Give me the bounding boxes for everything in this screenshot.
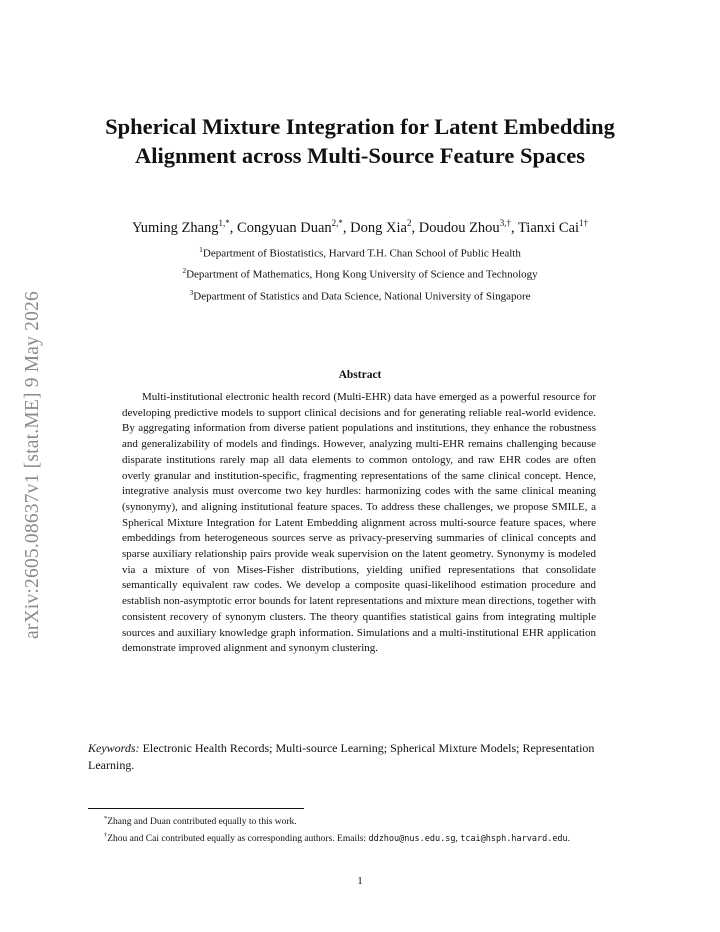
affiliation-text: Department of Biostatistics, Harvard T.H. Chan School of Public Health: [202, 247, 521, 260]
author-mark: 3,†: [499, 218, 511, 228]
abstract-heading: Abstract: [338, 369, 382, 381]
paper-title: Spherical Mixture Integration for Latent Embedding Alignment across Multi-Source Feature Spaces: [105, 114, 615, 168]
author-name: Yuming Zhang: [131, 219, 219, 236]
affiliation: [60, 266, 660, 281]
arxiv-identifier-stamp: arXiv:2605.08637v1 [stat.ME] 9 May 2026: [22, 291, 43, 639]
affiliation-text: Department of Statistics and Data Science, National University of Singapore: [193, 290, 531, 303]
affiliation-number: 3: [189, 288, 194, 297]
email-link[interactable]: tcai@hsph.harvard.edu: [460, 834, 568, 845]
footnote-end: .: [567, 834, 571, 845]
author-mark: 2,*: [331, 218, 343, 228]
email-link[interactable]: ddzhou@nus.edu.sg: [368, 834, 456, 845]
author-separator: ,: [411, 219, 419, 236]
author-mark: 2: [406, 218, 412, 228]
abstract-body: Multi-institutional electronic health record (Multi-EHR) data have emerged as a powerful resource for developing predictive models to support clinical decisions and for generating reliable real-world evidence. By aggregating information from diverse patient populations and institutions, they enhance the robustness and generalizability of models and findings. However, analyzing multi-EHR remains challenging because disparate institutions rarely map all data elements to common ontology, and raw EHR codes are often overly granular and institution-specific, fragmenting representations of the same clinical concept. Hence, integrative analysis must overcome two key hurdles: harmonizing codes with the same clinical meaning (synonymy), and aligning institutional feature spaces. To address these challenges, we propose SMILE, a Spherical Mixture Integration for Latent Embedding alignment across multi-source feature spaces, where embeddings from heterogeneous sources serve as privacy-preserving summaries of clinical concepts and sparse auxiliary relationship pairs provide weak supervision on the latent geometry. Synonymy is modeled via a mixture of von Mises-Fisher distributions, yielding unified representations that consolidate semantically equivalent raw codes. We develop a composite quasi-likelihood estimation procedure and establish non-asymptotic error bounds for latent representations and mixture mean directions, together with consistent recovery of synonym clusters. The theory quantifies statistical gains from integrating multiple sources and auxiliary knowledge graph information. Simulations and a multi-institutional EHR application demonstrate improved alignment and synonym clustering.: [122, 391, 596, 655]
page-number: 1: [357, 875, 363, 887]
email-separator: ,: [455, 834, 458, 845]
author-separator: ,: [342, 219, 351, 236]
author-separator: ,: [510, 219, 518, 236]
affiliation-text: Department of Mathematics, Hong Kong University of Science and Technology: [186, 268, 538, 281]
affiliation: [60, 288, 660, 303]
keywords: [88, 740, 633, 773]
footnote-corresponding: [88, 829, 633, 846]
footnote-divider: [88, 808, 304, 809]
affiliation: [60, 245, 660, 260]
footnote-equal-contribution: [88, 812, 633, 829]
author-name: Tianxi Cai: [517, 219, 580, 236]
footnotes: [88, 812, 633, 846]
footnote-text: Zhou and Cai contributed equally as corresponding authors. Emails:: [107, 834, 367, 845]
footnote-text: Zhang and Duan contributed equally to this work.: [107, 817, 297, 828]
footnote-mark: †: [104, 832, 108, 840]
author-name: Doudou Zhou: [418, 219, 500, 236]
author-mark: 1†: [579, 218, 589, 228]
author-name: Dong Xia: [350, 219, 407, 236]
author-separator: ,: [229, 219, 238, 236]
author-name: Congyuan Duan: [237, 219, 332, 236]
keywords-label: Keywords:: [88, 741, 140, 755]
author-mark: 1,*: [218, 218, 230, 228]
affiliation-number: 2: [182, 266, 187, 275]
author-list: [60, 218, 660, 237]
affiliation-number: 1: [199, 245, 203, 254]
footnote-mark: *: [104, 815, 108, 822]
keywords-text: Electronic Health Records; Multi-source Learning; Spherical Mixture Models; Representation Learning.: [88, 741, 595, 772]
